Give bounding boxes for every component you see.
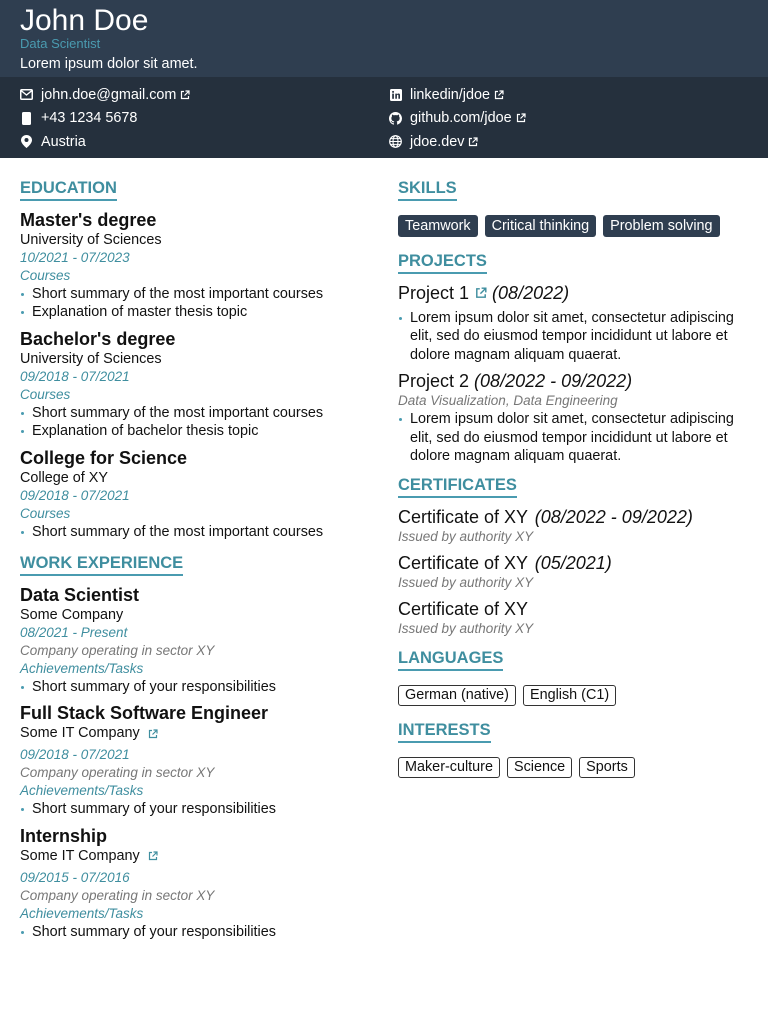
right-column (398, 178, 743, 792)
envelope-icon (20, 88, 33, 101)
location-text: Austria (41, 133, 86, 150)
interest-tags (398, 757, 743, 778)
certificate-name: Certificate of XY (398, 599, 529, 620)
certificate-dates: (08/2022 - 09/2022) (534, 507, 693, 528)
interests-heading: INTERESTS (398, 720, 491, 743)
date-range: 09/2018 - 07/2021 (20, 487, 130, 503)
work-entry (20, 584, 370, 696)
company-sector: Company operating in sector XY (20, 887, 215, 903)
certificate-issuer: Issued by authority XY (398, 529, 534, 545)
achievements-label: Achievements/Tasks (20, 905, 144, 921)
project-dates: (08/2022) (492, 283, 570, 303)
contact-bar (0, 77, 768, 158)
language-tag: German (native) (398, 685, 516, 706)
certificate-issuer: Issued by authority XY (398, 621, 534, 637)
globe-icon (389, 135, 402, 148)
certificate-issuer: Issued by authority XY (398, 575, 534, 591)
skills-tags (398, 215, 743, 237)
github-link[interactable]: github.com/jdoe (410, 110, 512, 127)
bullet-list (20, 523, 370, 541)
work-entry (20, 702, 370, 818)
education-heading: EDUCATION (20, 178, 117, 201)
external-link-icon (148, 851, 158, 861)
certificate-entry (398, 552, 743, 592)
courses-label: Courses (20, 268, 71, 283)
company-sector: Company operating in sector XY (20, 765, 215, 781)
resume-header (0, 0, 768, 77)
education-entry (20, 447, 370, 541)
bullet-list (20, 404, 370, 441)
external-link-icon (180, 90, 190, 100)
list-item: Explanation of bachelor thesis topic (20, 422, 370, 440)
date-range: 10/2021 - 07/2023 (20, 250, 130, 265)
skill-tag: Critical thinking (485, 215, 597, 237)
company-sector: Company operating in sector XY (20, 643, 215, 659)
project-tags: Data Visualization, Data Engineering (398, 393, 618, 409)
project-name: Project 2 (398, 371, 470, 392)
school-name: College of XY (20, 469, 108, 486)
person-name: John Doe (20, 4, 149, 37)
job-role: Data Scientist (20, 585, 140, 606)
contact-location (20, 130, 190, 154)
list-item: Short summary of your responsibilities (20, 800, 370, 818)
project-title (398, 370, 743, 392)
school-name: University of Sciences (20, 350, 162, 367)
website-link[interactable]: jdoe.dev (410, 133, 465, 150)
skills-heading: SKILLS (398, 178, 457, 201)
date-range: 08/2021 - Present (20, 625, 128, 641)
achievements-label: Achievements/Tasks (20, 783, 144, 799)
certificate-name: Certificate of XY (398, 553, 528, 574)
language-tag: English (C1) (523, 685, 616, 706)
achievements-label: Achievements/Tasks (20, 661, 144, 677)
languages-heading: LANGUAGES (398, 648, 503, 671)
linkedin-icon (389, 88, 402, 101)
bullet-list (398, 309, 743, 364)
list-item: Short summary of the most important courses (20, 285, 370, 303)
degree-title: Master's degree (20, 210, 157, 230)
job-role: Internship (20, 825, 108, 846)
bullet-list (20, 285, 370, 322)
list-item: Short summary of your responsibilities (20, 923, 370, 941)
certificate-dates: (05/2021) (534, 553, 612, 574)
left-column (20, 178, 370, 947)
degree-title: Bachelor's degree (20, 328, 176, 349)
contact-email[interactable] (20, 83, 190, 107)
list-item: Short summary of your responsibilities (20, 678, 370, 696)
date-range: 09/2018 - 07/2021 (20, 747, 130, 763)
external-link-icon (475, 287, 487, 299)
project-name[interactable]: Project 1 (398, 283, 470, 303)
contact-phone (20, 107, 190, 131)
education-entry (20, 328, 370, 441)
company-link[interactable]: Some IT Company (20, 847, 140, 864)
external-link-icon (468, 137, 478, 147)
phone-icon (20, 112, 33, 125)
courses-label: Courses (20, 505, 71, 521)
work-entry (20, 825, 370, 941)
external-link-icon (494, 90, 504, 100)
external-link-icon (148, 729, 158, 739)
school-name: University of Sciences (20, 232, 162, 248)
contact-column-right (389, 83, 526, 154)
contact-github[interactable] (389, 107, 526, 131)
courses-label: Courses (20, 386, 71, 402)
projects-heading: PROJECTS (398, 251, 487, 274)
phone-text: +43 1234 5678 (41, 110, 138, 127)
interest-tag: Maker-culture (398, 757, 500, 778)
email-link[interactable]: john.doe@gmail.com (41, 86, 177, 103)
bullet-list (20, 678, 370, 696)
job-role: Full Stack Software Engineer (20, 703, 269, 724)
company-row[interactable] (20, 847, 370, 865)
work-experience-heading: WORK EXPERIENCE (20, 553, 183, 576)
certificate-entry (398, 506, 743, 546)
project-dates: (08/2022 - 09/2022) (474, 371, 633, 392)
bullet-list (20, 923, 370, 941)
interest-tag: Science (507, 757, 572, 778)
person-title: Data Scientist (20, 36, 101, 51)
bullet-list (20, 800, 370, 818)
education-entry (20, 209, 370, 322)
certificate-name: Certificate of XY (398, 507, 528, 528)
github-icon (389, 112, 402, 125)
certificates-heading: CERTIFICATES (398, 475, 517, 498)
certificate-title (398, 598, 743, 620)
degree-title: College for Science (20, 447, 188, 468)
list-item: Lorem ipsum dolor sit amet, consectetur adipiscing elit, sed do eiusmod tempor incididunt ut labore et dolore magnam aliquam quaerat. (398, 410, 743, 465)
project-entry (398, 282, 743, 364)
location-pin-icon (20, 135, 33, 148)
certificate-title (398, 506, 743, 528)
list-item: Short summary of the most important courses (20, 523, 370, 541)
certificate-title (398, 552, 743, 574)
project-title[interactable] (398, 282, 743, 304)
external-link-icon (516, 113, 526, 123)
certificate-entry (398, 598, 743, 638)
company-link[interactable]: Some IT Company (20, 725, 140, 742)
bullet-list (398, 410, 743, 465)
interest-tag: Sports (579, 757, 635, 778)
language-tags (398, 685, 743, 706)
contact-website[interactable] (389, 130, 526, 154)
skill-tag: Problem solving (603, 215, 719, 237)
person-tagline: Lorem ipsum dolor sit amet. (20, 56, 198, 72)
company-name: Some Company (20, 607, 124, 624)
date-range: 09/2018 - 07/2021 (20, 368, 130, 384)
list-item: Lorem ipsum dolor sit amet, consectetur adipiscing elit, sed do eiusmod tempor incididunt ut labore et dolore magnam aliquam quaerat. (398, 309, 743, 364)
list-item: Explanation of master thesis topic (20, 303, 370, 321)
skill-tag: Teamwork (398, 215, 478, 237)
project-entry (398, 370, 743, 465)
linkedin-link[interactable]: linkedin/jdoe (410, 86, 491, 103)
contact-linkedin[interactable] (389, 83, 526, 107)
contact-column-left (20, 83, 190, 154)
date-range: 09/2015 - 07/2016 (20, 869, 130, 885)
company-row[interactable] (20, 724, 370, 742)
list-item: Short summary of the most important courses (20, 404, 370, 422)
